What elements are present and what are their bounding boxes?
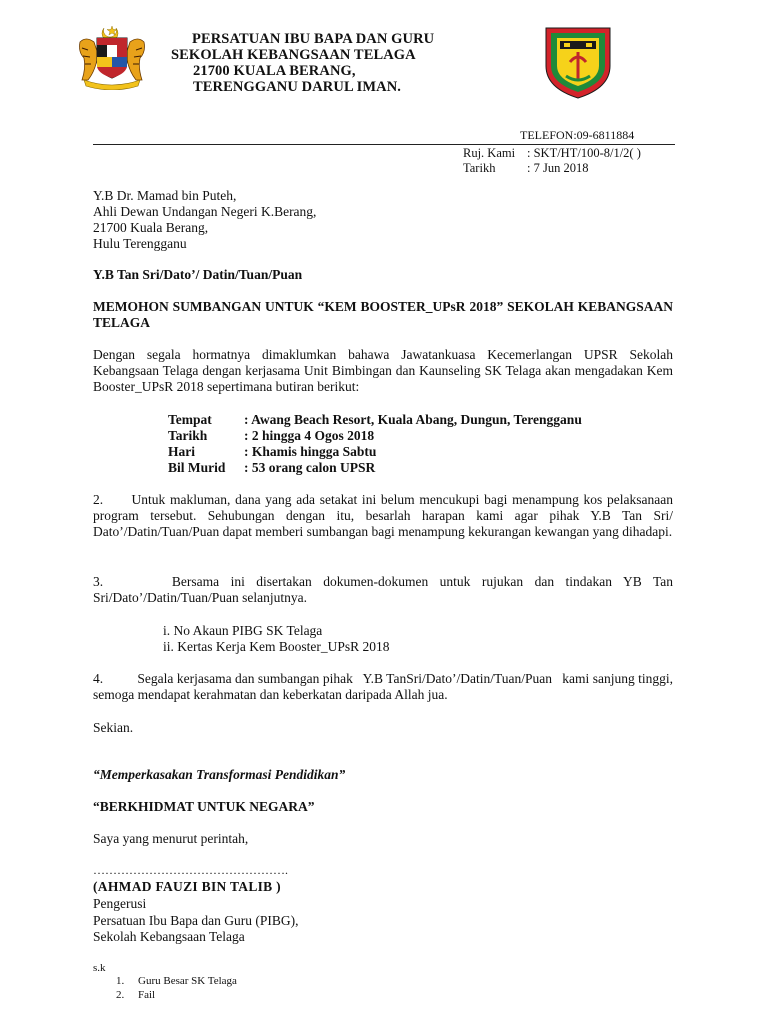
- recipient-postcode: 21700 Kuala Berang,: [93, 220, 209, 235]
- paragraph-4: 4. Segala kerjasama dan sumbangan pihak Y.B TanSri/Dato’/Datin/Tuan/Puan kami sanjung tinggi, semoga mendapat kerahmatan dan keberkatan daripada Allah jua.: [93, 671, 677, 702]
- letter-date: [463, 161, 588, 176]
- cc-item-text: Fail: [138, 989, 156, 1001]
- signer-name: (AHMAD FAUZI BIN TALIB ): [93, 879, 281, 894]
- org-name-line: PERSATUAN IBU BAPA DAN GURU: [192, 31, 435, 47]
- intro-paragraph: Dengan segala hormatnya dimaklumkan bahawa Jawatankuasa Kecemerlangan UPSR Sekolah Kebangsaan Telaga dengan kerjasama Unit Bimbingan dan Kaunseling SK Telaga akan mengadakan Kem Booster_UPsR 2018 sepertimana butiran berikut:: [93, 347, 673, 394]
- detail-days: [168, 444, 376, 460]
- reference-label: Ruj. Kami: [463, 146, 516, 160]
- malaysia-crest-logo: [76, 24, 148, 90]
- subject-heading: MEMOHON SUMBANGAN UNTUK “KEM BOOSTER_UPsR 2018” SEKOLAH KEBANGSAAN TELAGA: [93, 299, 673, 330]
- reference-value: : SKT/HT/100-8/1/2( ): [527, 146, 641, 160]
- sign-intro: Saya yang menurut perintah,: [93, 831, 249, 846]
- detail-label: Hari: [168, 444, 195, 459]
- cc-item-number: 1.: [116, 975, 125, 987]
- detail-value: : 2 hingga 4 Ogos 2018: [244, 428, 375, 443]
- reference-number: [463, 146, 641, 161]
- signer-organization: Persatuan Ibu Bapa dan Guru (PIBG),: [93, 913, 299, 928]
- date-label: Tarikh: [463, 161, 496, 175]
- paragraph-2: 2. Untuk makluman, dana yang ada setakat ini belum mencukupi bagi menampung kos pelaksanaan program tersebut. Sehubungan dengan itu, besarlah harapan kami agar pihak Y.B Tan Sri/ Dato’/Datin/Tuan/Puan dapat memberi sumbangan bagi menampung kekurangan kewangan yang dihadapi.: [93, 492, 677, 539]
- telephone-number: TELEFON:09-6811884: [520, 128, 635, 142]
- school-name-line: SEKOLAH KEBANGSAAN TELAGA: [171, 47, 416, 63]
- salutation: Y.B Tan Sri/Dato’/ Datin/Tuan/Puan: [93, 267, 303, 282]
- recipient-position: Ahli Dewan Undangan Negeri K.Berang,: [93, 204, 317, 219]
- motto-italic: “Memperkasakan Transformasi Pendidikan”: [93, 767, 346, 782]
- detail-value: : 53 orang calon UPSR: [244, 460, 376, 475]
- detail-value: : Awang Beach Resort, Kuala Abang, Dungun, Terengganu: [244, 412, 582, 427]
- signature-line: ………………………………………….: [93, 863, 288, 877]
- recipient-district: Hulu Terengganu: [93, 236, 187, 251]
- signer-school: Sekolah Kebangsaan Telaga: [93, 929, 245, 944]
- motto-bold: “BERKHIDMAT UNTUK NEGARA”: [93, 799, 315, 814]
- recipient-name: Y.B Dr. Mamad bin Puteh,: [93, 188, 237, 203]
- detail-label: Bil Murid: [168, 460, 226, 475]
- closing-word: Sekian.: [93, 720, 134, 735]
- detail-pupils: [168, 460, 375, 476]
- attachment-item: i. No Akaun PIBG SK Telaga: [163, 623, 323, 638]
- detail-label: Tempat: [168, 412, 212, 427]
- cc-item-number: 2.: [116, 989, 125, 1001]
- cc-item-text: Guru Besar SK Telaga: [138, 975, 237, 987]
- address-line-postcode: 21700 KUALA BERANG,: [193, 63, 356, 79]
- detail-date: [168, 428, 374, 444]
- school-badge-logo: [542, 22, 614, 100]
- detail-venue: [168, 412, 582, 428]
- paragraph-3: 3. Bersama ini disertakan dokumen-dokumen untuk rujukan dan tindakan YB Tan Sri/Dato’/Datin/Tuan/Puan selanjutnya.: [93, 574, 677, 605]
- detail-label: Tarikh: [168, 428, 208, 443]
- detail-value: : Khamis hingga Sabtu: [244, 444, 377, 459]
- signer-title: Pengerusi: [93, 896, 147, 911]
- date-value: : 7 Jun 2018: [527, 161, 589, 175]
- address-line-state: TERENGGANU DARUL IMAN.: [193, 79, 402, 95]
- attachment-item: ii. Kertas Kerja Kem Booster_UPsR 2018: [163, 639, 390, 654]
- cc-label: s.k: [93, 962, 106, 974]
